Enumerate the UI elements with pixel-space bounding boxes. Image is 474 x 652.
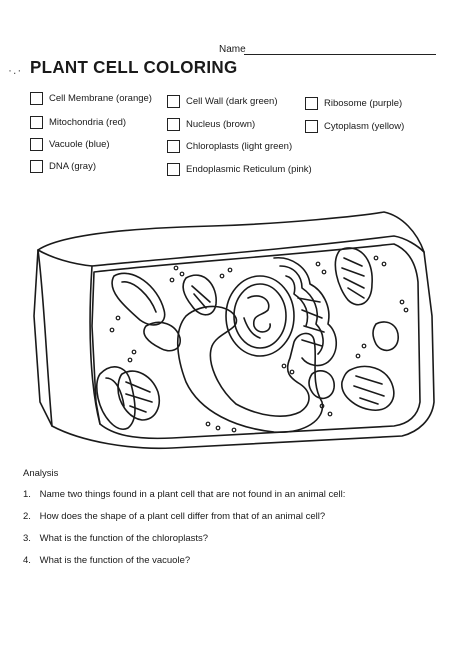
vacuole-outline bbox=[178, 306, 323, 432]
checkbox-mitochondria[interactable] bbox=[30, 116, 43, 129]
checkbox-chloroplasts[interactable] bbox=[167, 140, 180, 153]
plant-cell-diagram bbox=[22, 206, 452, 458]
question-4 bbox=[23, 555, 190, 566]
name-label: Name bbox=[219, 44, 246, 55]
nucleus-outline bbox=[226, 276, 294, 356]
ribosome-dots bbox=[110, 256, 408, 432]
worksheet-title: PLANT CELL COLORING bbox=[30, 57, 238, 78]
key-label: Cytoplasm (yellow) bbox=[324, 121, 405, 132]
key-item-endoplasmic-reticulum bbox=[167, 163, 312, 176]
chloroplast-outline bbox=[335, 248, 372, 305]
question-text: How does the shape of a plant cell differ from that of an animal cell? bbox=[39, 511, 326, 522]
question-2 bbox=[23, 511, 325, 522]
mitochondrion-outline bbox=[144, 322, 180, 350]
key-label: Chloroplasts (light green) bbox=[186, 141, 293, 152]
mitochondrion-outline bbox=[373, 322, 398, 350]
key-label: Cell Membrane (orange) bbox=[49, 93, 152, 104]
key-item-mitochondria bbox=[30, 116, 126, 129]
checkbox-dna[interactable] bbox=[30, 160, 43, 173]
key-label: DNA (gray) bbox=[49, 161, 96, 172]
checkbox-ribosome[interactable] bbox=[305, 97, 318, 110]
checkbox-vacuole[interactable] bbox=[30, 138, 43, 151]
key-item-cell-wall bbox=[167, 95, 278, 108]
analysis-heading: Analysis bbox=[23, 468, 59, 479]
checkbox-cytoplasm[interactable] bbox=[305, 120, 318, 133]
key-label: Nucleus (brown) bbox=[186, 119, 256, 130]
mitochondrion-outline bbox=[97, 367, 135, 429]
cell-wall-top-edge bbox=[38, 236, 424, 266]
checkbox-nucleus[interactable] bbox=[167, 118, 180, 131]
key-label: Mitochondria (red) bbox=[49, 117, 127, 128]
chloroplast-outline bbox=[118, 371, 159, 420]
key-item-cytoplasm bbox=[305, 120, 404, 133]
question-text: What is the function of the vacuole? bbox=[39, 555, 191, 566]
key-label: Endoplasmic Reticulum (pink) bbox=[186, 164, 312, 175]
chloroplast-outline bbox=[342, 366, 394, 410]
question-number: 1. bbox=[23, 489, 31, 500]
checkbox-cell-membrane[interactable] bbox=[30, 92, 43, 105]
key-item-cell-membrane bbox=[30, 92, 152, 105]
key-label: Vacuole (blue) bbox=[49, 139, 110, 150]
question-1 bbox=[23, 489, 345, 500]
question-number: 4. bbox=[23, 555, 31, 566]
question-number: 2. bbox=[23, 511, 31, 522]
key-item-nucleus bbox=[167, 118, 255, 131]
key-label: Ribosome (purple) bbox=[324, 98, 403, 109]
checkbox-endoplasmic-reticulum[interactable] bbox=[167, 163, 180, 176]
key-item-ribosome bbox=[305, 97, 402, 110]
question-3 bbox=[23, 533, 208, 544]
decorative-dots: ·.· bbox=[8, 63, 23, 77]
key-label: Cell Wall (dark green) bbox=[186, 96, 278, 107]
checkbox-cell-wall[interactable] bbox=[167, 95, 180, 108]
key-item-vacuole bbox=[30, 138, 110, 151]
question-text: Name two things found in a plant cell that are not found in an animal cell: bbox=[39, 489, 346, 500]
key-item-dna bbox=[30, 160, 96, 173]
key-item-chloroplasts bbox=[167, 140, 292, 153]
mitochondrion-outline bbox=[309, 371, 334, 399]
name-blank-line[interactable] bbox=[244, 54, 436, 55]
question-text: What is the function of the chloroplasts? bbox=[39, 533, 209, 544]
question-number: 3. bbox=[23, 533, 31, 544]
